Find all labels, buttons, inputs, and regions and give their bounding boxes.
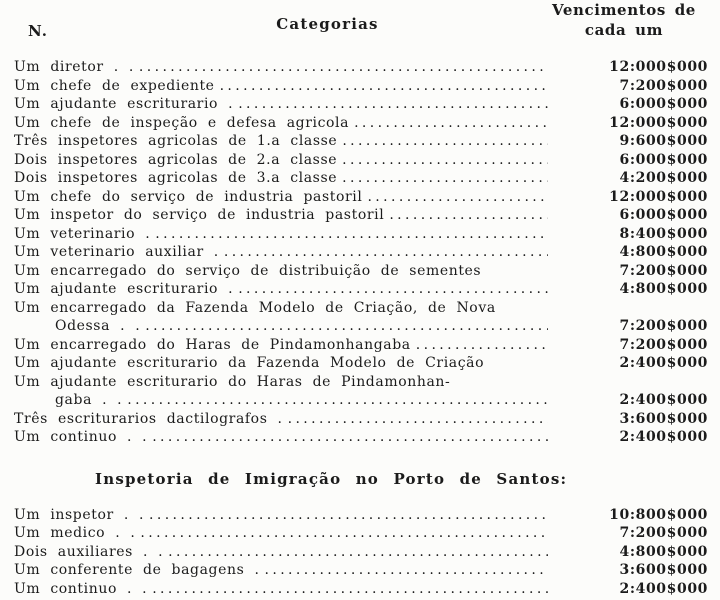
table-row xyxy=(14,580,708,599)
row-label: Um continuo . . xyxy=(14,429,148,445)
table-row xyxy=(14,151,708,170)
dot-leader xyxy=(288,410,548,429)
row-label: Um inspetor . . xyxy=(14,506,144,523)
row-line xyxy=(14,280,708,299)
dot-leader xyxy=(489,354,548,373)
row-line xyxy=(14,580,708,599)
row-line xyxy=(14,132,708,151)
dot-leader xyxy=(367,188,548,207)
dot-leader xyxy=(238,280,548,299)
table-row xyxy=(14,336,708,355)
row-amount: 4:800$000 xyxy=(619,244,708,260)
row-continuation-label: gaba . . xyxy=(55,392,123,408)
salary-section xyxy=(14,58,708,447)
row-line xyxy=(14,428,708,447)
row-label: Um chefe do serviço de industria pastoril xyxy=(14,188,363,205)
dot-leader xyxy=(168,543,548,562)
row-label: Três inspetores agricolas de 1.a classe xyxy=(14,133,338,149)
row-line xyxy=(14,114,708,133)
row-line xyxy=(14,243,708,262)
table-row xyxy=(14,410,708,429)
row-label: Um continuo . . xyxy=(14,580,148,597)
dot-leader xyxy=(220,77,548,96)
table-row xyxy=(14,280,708,299)
row-amount: 7:200$000 xyxy=(619,318,708,334)
row-label: Um chefe de expediente xyxy=(14,77,215,94)
column-header-vencimentos-line2: cada um xyxy=(584,20,664,39)
row-amount: 7:200$000 xyxy=(619,336,708,353)
row-amount: 6:000$000 xyxy=(619,151,708,168)
row-line xyxy=(14,262,708,281)
dot-leader xyxy=(140,524,548,543)
dot-leader xyxy=(155,225,548,244)
row-amount: 6:000$000 xyxy=(619,96,708,112)
row-label: Um encarregado do serviço de distribuição de sementes xyxy=(14,262,482,279)
dot-leader xyxy=(486,262,548,281)
row-line xyxy=(14,225,708,244)
row-line xyxy=(14,58,708,77)
row-amount: 4:800$000 xyxy=(619,281,708,297)
table-row xyxy=(14,77,708,96)
row-label: Um conferente de bagagens . xyxy=(14,562,260,578)
row-amount: 12:000$000 xyxy=(609,188,708,205)
row-line xyxy=(14,188,708,207)
row-amount: 2:400$000 xyxy=(619,355,708,371)
row-amount: 8:400$000 xyxy=(619,225,708,242)
table-row xyxy=(14,299,708,336)
row-label: Um medico . . xyxy=(14,525,136,541)
column-header-vencimentos xyxy=(538,1,710,40)
column-header-n: N. xyxy=(28,22,48,40)
row-line xyxy=(14,336,708,355)
dot-leader xyxy=(139,58,548,77)
dot-leader xyxy=(145,317,548,336)
dot-leader xyxy=(149,506,548,525)
dot-leader xyxy=(152,428,548,447)
row-label: Dois auxiliares . . xyxy=(14,543,164,560)
table-row xyxy=(14,132,708,151)
row-amount: 6:000$000 xyxy=(619,207,708,223)
rows-group xyxy=(14,506,708,599)
row-label: Um ajudante escriturario . xyxy=(14,281,234,297)
row-line xyxy=(14,506,708,525)
table-row xyxy=(14,243,708,262)
row-label: Um ajudante escriturario da Fazenda Modelo de Criação xyxy=(14,355,485,371)
row-continuation-line xyxy=(14,317,708,336)
dot-leader xyxy=(127,391,548,410)
row-amount: 12:000$000 xyxy=(609,114,708,131)
row-line xyxy=(14,354,708,373)
row-amount: 2:400$000 xyxy=(619,429,708,445)
section-heading: Inspetoria de Imigração no Porto de Santos: xyxy=(95,469,568,488)
table-row xyxy=(14,543,708,562)
row-line xyxy=(14,151,708,170)
table-row xyxy=(14,58,708,77)
row-label-wrapped: Um encarregado da Fazenda Modelo de Criação, de Nova xyxy=(14,299,496,316)
row-amount: 3:600$000 xyxy=(619,562,708,578)
row-line xyxy=(14,561,708,580)
row-label: Um ajudante escriturario . xyxy=(14,96,234,112)
column-header-categorias: Categorias xyxy=(276,15,379,33)
row-label: Um chefe de inspeção e defesa agricola xyxy=(14,114,350,131)
rows-group xyxy=(14,58,708,447)
row-line xyxy=(14,524,708,543)
salary-table xyxy=(14,58,708,598)
row-amount: 2:400$000 xyxy=(619,392,708,408)
table-row xyxy=(14,354,708,373)
row-line xyxy=(14,77,708,96)
dot-leader xyxy=(389,206,548,225)
dot-leader xyxy=(265,561,549,580)
row-label: Um veterinario . xyxy=(14,225,151,242)
table-row xyxy=(14,206,708,225)
table-row xyxy=(14,95,708,114)
table-row xyxy=(14,225,708,244)
dot-leader xyxy=(224,243,548,262)
row-amount: 7:200$000 xyxy=(619,525,708,541)
row-amount: 3:600$000 xyxy=(619,410,708,427)
row-amount: 7:200$000 xyxy=(619,77,708,94)
dot-leader xyxy=(238,95,548,114)
row-label: Dois inspetores agricolas de 3.a classe xyxy=(14,170,338,186)
table-row xyxy=(14,262,708,281)
dot-leader xyxy=(342,132,548,151)
table-row xyxy=(14,428,708,447)
table-row xyxy=(14,114,708,133)
dot-leader xyxy=(342,151,548,170)
row-continuation-line xyxy=(14,391,708,410)
dot-leader xyxy=(152,580,548,599)
salary-section xyxy=(14,470,708,599)
row-amount: 2:400$000 xyxy=(619,580,708,597)
row-line xyxy=(14,95,708,114)
row-amount: 12:000$000 xyxy=(609,59,708,75)
row-continuation-label: Odessa . . xyxy=(55,318,141,334)
row-amount: 9:600$000 xyxy=(619,133,708,149)
table-row xyxy=(14,524,708,543)
column-header-vencimentos-line1: Vencimentos de xyxy=(552,1,696,19)
row-label: Um encarregado do Haras de Pindamonhangaba xyxy=(14,336,411,353)
row-amount: 4:200$000 xyxy=(619,170,708,186)
table-row xyxy=(14,561,708,580)
row-line xyxy=(14,543,708,562)
table-row xyxy=(14,506,708,525)
table-row xyxy=(14,188,708,207)
row-label: Um diretor . . xyxy=(14,59,134,75)
row-amount: 4:800$000 xyxy=(619,543,708,560)
table-row xyxy=(14,169,708,188)
dot-leader xyxy=(354,114,548,133)
row-line xyxy=(14,410,708,429)
row-amount: 7:200$000 xyxy=(619,262,708,279)
row-label: Um inspetor do serviço de industria pastoril xyxy=(14,207,385,223)
row-label: Um veterinario auxiliar . xyxy=(14,244,219,260)
row-line xyxy=(14,206,708,225)
row-amount: 10:800$000 xyxy=(609,506,708,523)
row-line xyxy=(14,169,708,188)
row-label: Dois inspetores agricolas de 2.a classe xyxy=(14,151,338,168)
dot-leader xyxy=(342,169,548,188)
table-row xyxy=(14,373,708,410)
row-label: Três escriturarios dactilografos . xyxy=(14,410,283,427)
dot-leader xyxy=(416,336,548,355)
row-label-wrapped: Um ajudante escriturario do Haras de Pindamonhan- xyxy=(14,373,451,390)
